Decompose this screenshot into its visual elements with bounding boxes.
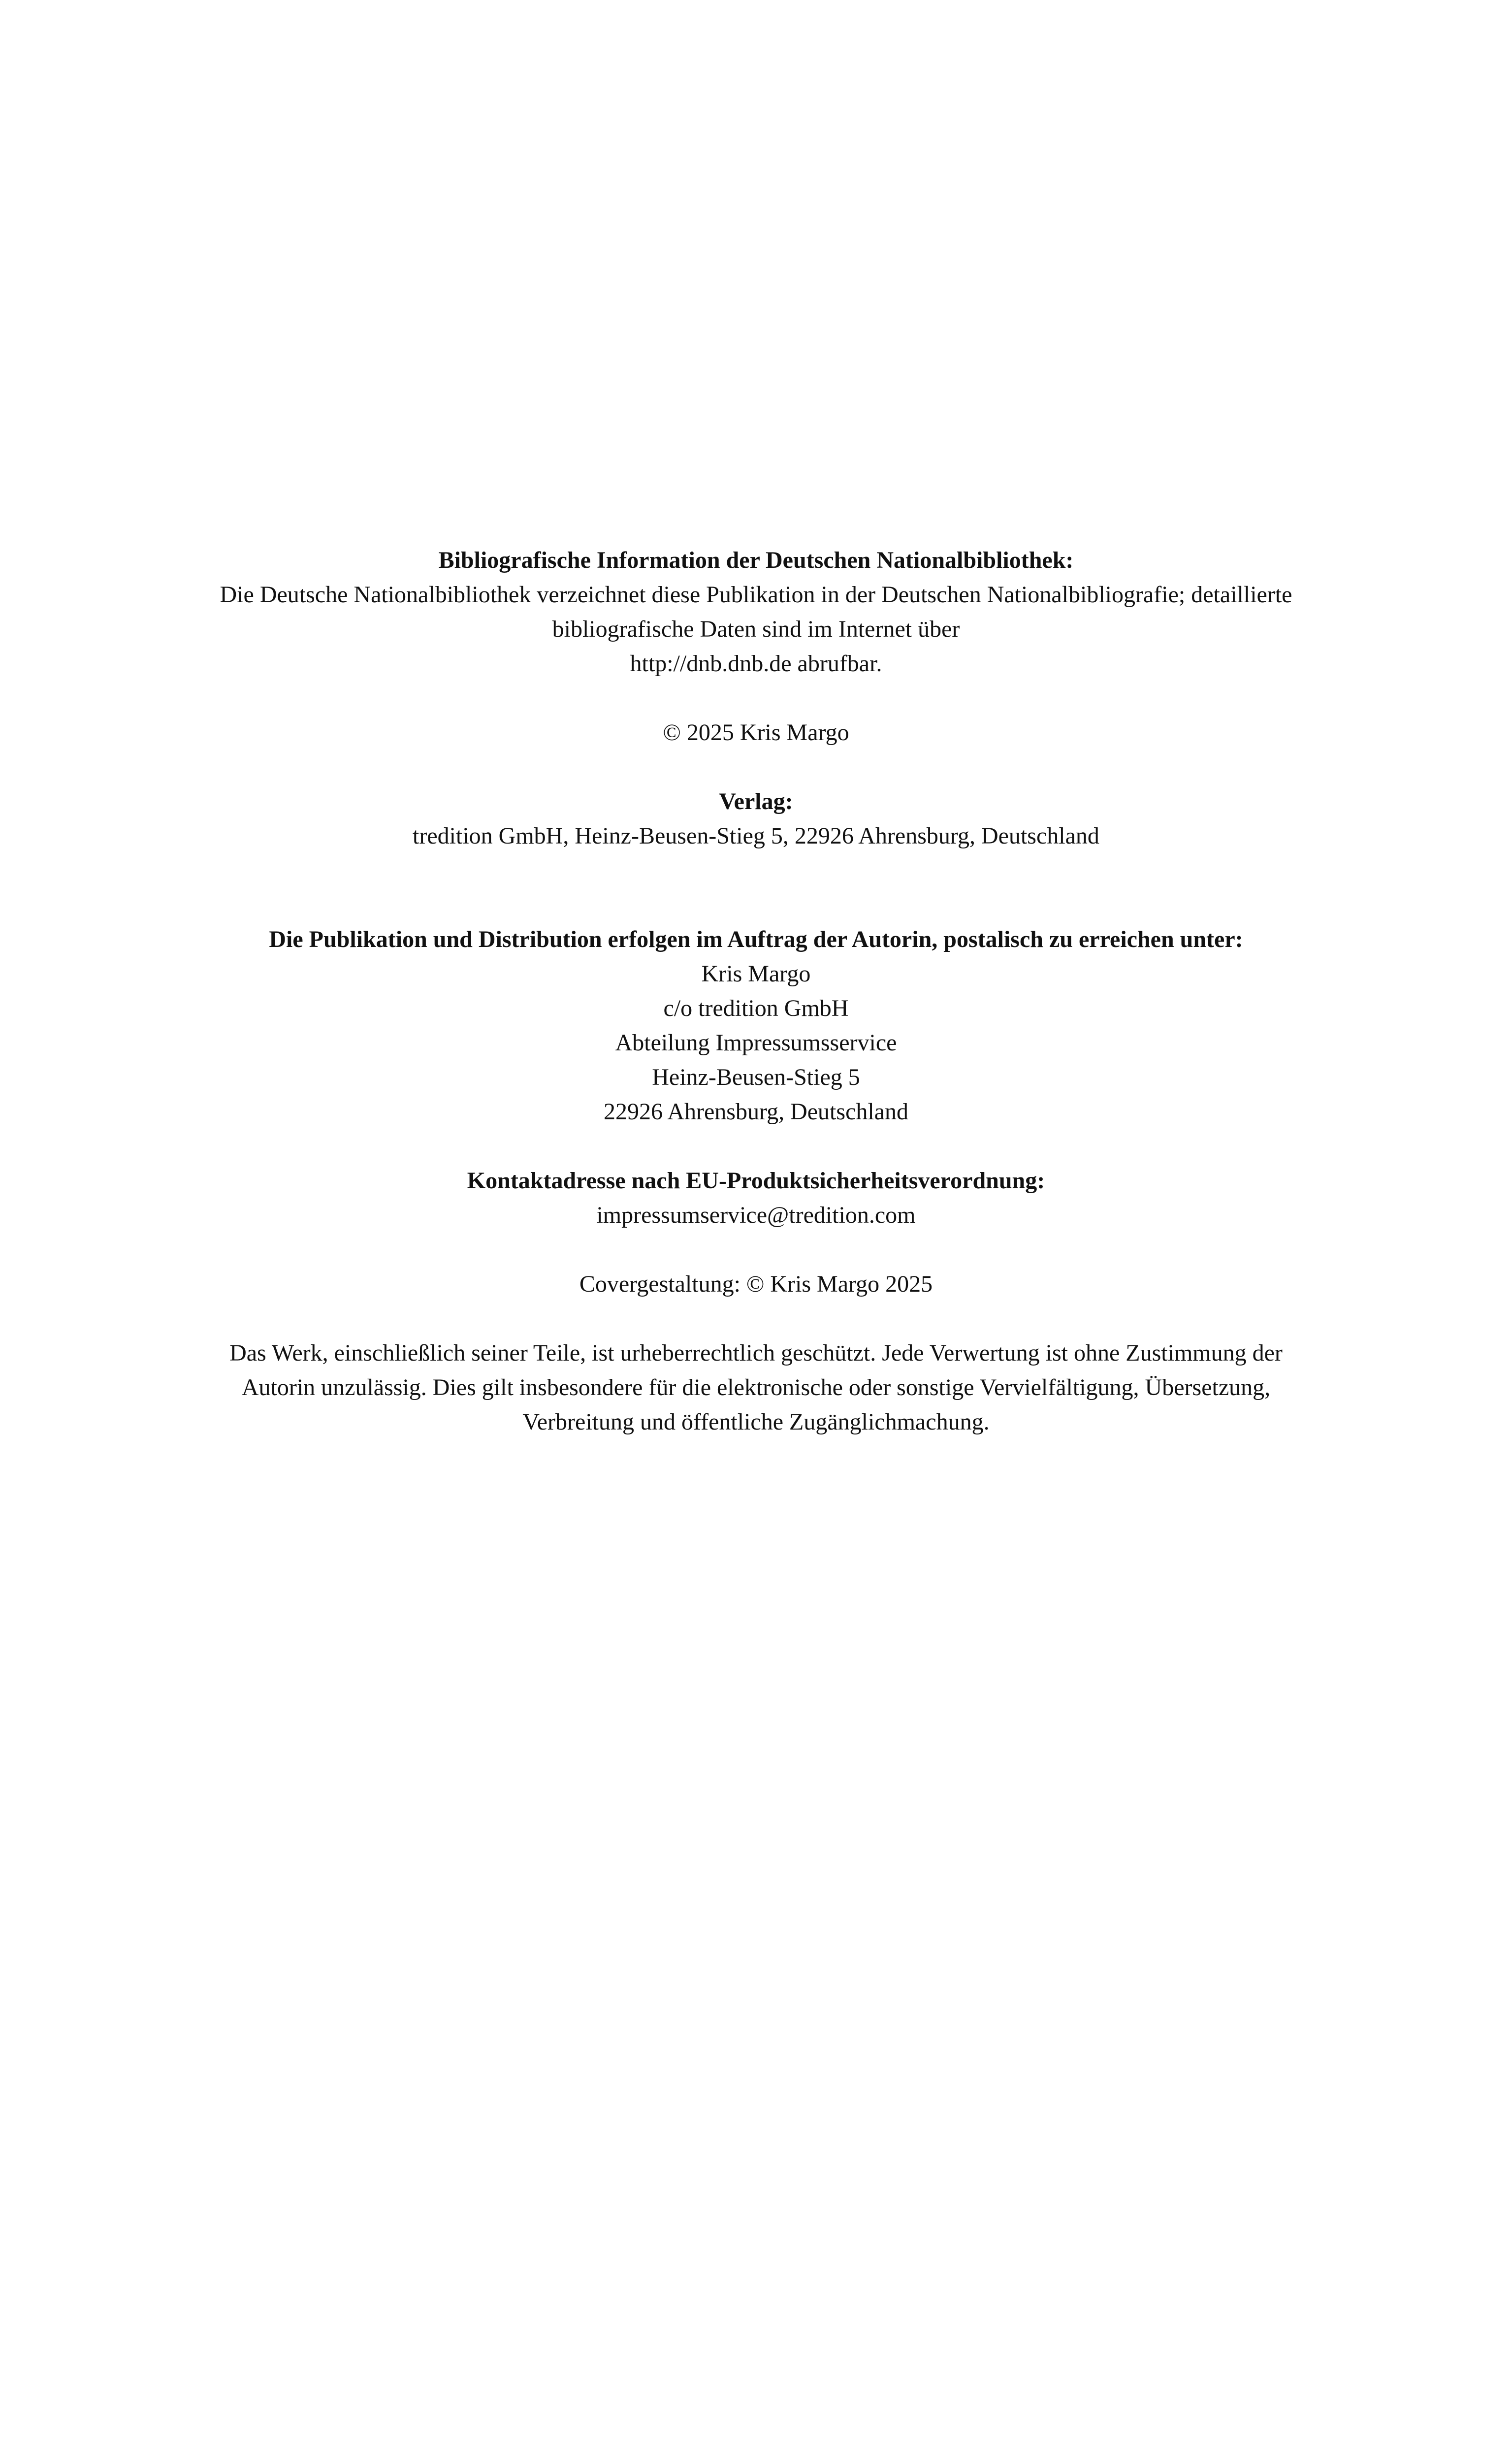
bibliographic-line-1: Die Deutsche Nationalbibliothek verzeichnet diese Publikation in der Deutschen Nationalbibliografie; detaillierte bbox=[220, 582, 1292, 608]
imprint-content bbox=[162, 543, 1350, 1439]
spacer bbox=[162, 853, 1350, 922]
distribution-line: Heinz-Beusen-Stieg 5 bbox=[652, 1064, 860, 1090]
distribution-line: Kris Margo bbox=[701, 961, 811, 987]
spacer bbox=[162, 681, 1350, 716]
distribution-line: Abteilung Impressumsservice bbox=[615, 1030, 897, 1056]
copyright-line: © 2025 Kris Margo bbox=[663, 719, 849, 746]
spacer bbox=[162, 750, 1350, 784]
spacer bbox=[162, 1302, 1350, 1336]
distribution-line: c/o tredition GmbH bbox=[663, 995, 849, 1021]
distribution-heading: Die Publikation und Distribution erfolgen im Auftrag der Autorin, postalisch zu erreichen unter: bbox=[269, 926, 1243, 952]
bibliographic-line-3: http://dnb.dnb.de abrufbar. bbox=[630, 651, 882, 677]
spacer bbox=[162, 1129, 1350, 1164]
rights-line-1: Das Werk, einschließlich seiner Teile, ist urheberrechtlich geschützt. Jede Verwertung ist ohne Zustimmung der bbox=[229, 1340, 1283, 1366]
rights-line-2: Autorin unzulässig. Dies gilt insbesondere für die elektronische oder sonstige Vervielfältigung, Übersetzung, bbox=[241, 1374, 1271, 1401]
spacer bbox=[162, 1233, 1350, 1267]
contact-heading: Kontaktadresse nach EU-Produktsicherheitsverordnung: bbox=[467, 1168, 1045, 1194]
bibliographic-line-2: bibliografische Daten sind im Internet über bbox=[552, 616, 960, 642]
publisher-address: tredition GmbH, Heinz-Beusen-Stieg 5, 22926 Ahrensburg, Deutschland bbox=[413, 823, 1099, 849]
publisher-heading: Verlag: bbox=[719, 788, 793, 814]
bibliographic-heading: Bibliografische Information der Deutschen Nationalbibliothek: bbox=[438, 547, 1074, 573]
distribution-line: 22926 Ahrensburg, Deutschland bbox=[603, 1099, 909, 1125]
cover-credit: Covergestaltung: © Kris Margo 2025 bbox=[579, 1271, 933, 1297]
contact-email: impressumservice@tredition.com bbox=[596, 1202, 916, 1228]
rights-line-3: Verbreitung und öffentliche Zugänglichmachung. bbox=[522, 1409, 990, 1435]
